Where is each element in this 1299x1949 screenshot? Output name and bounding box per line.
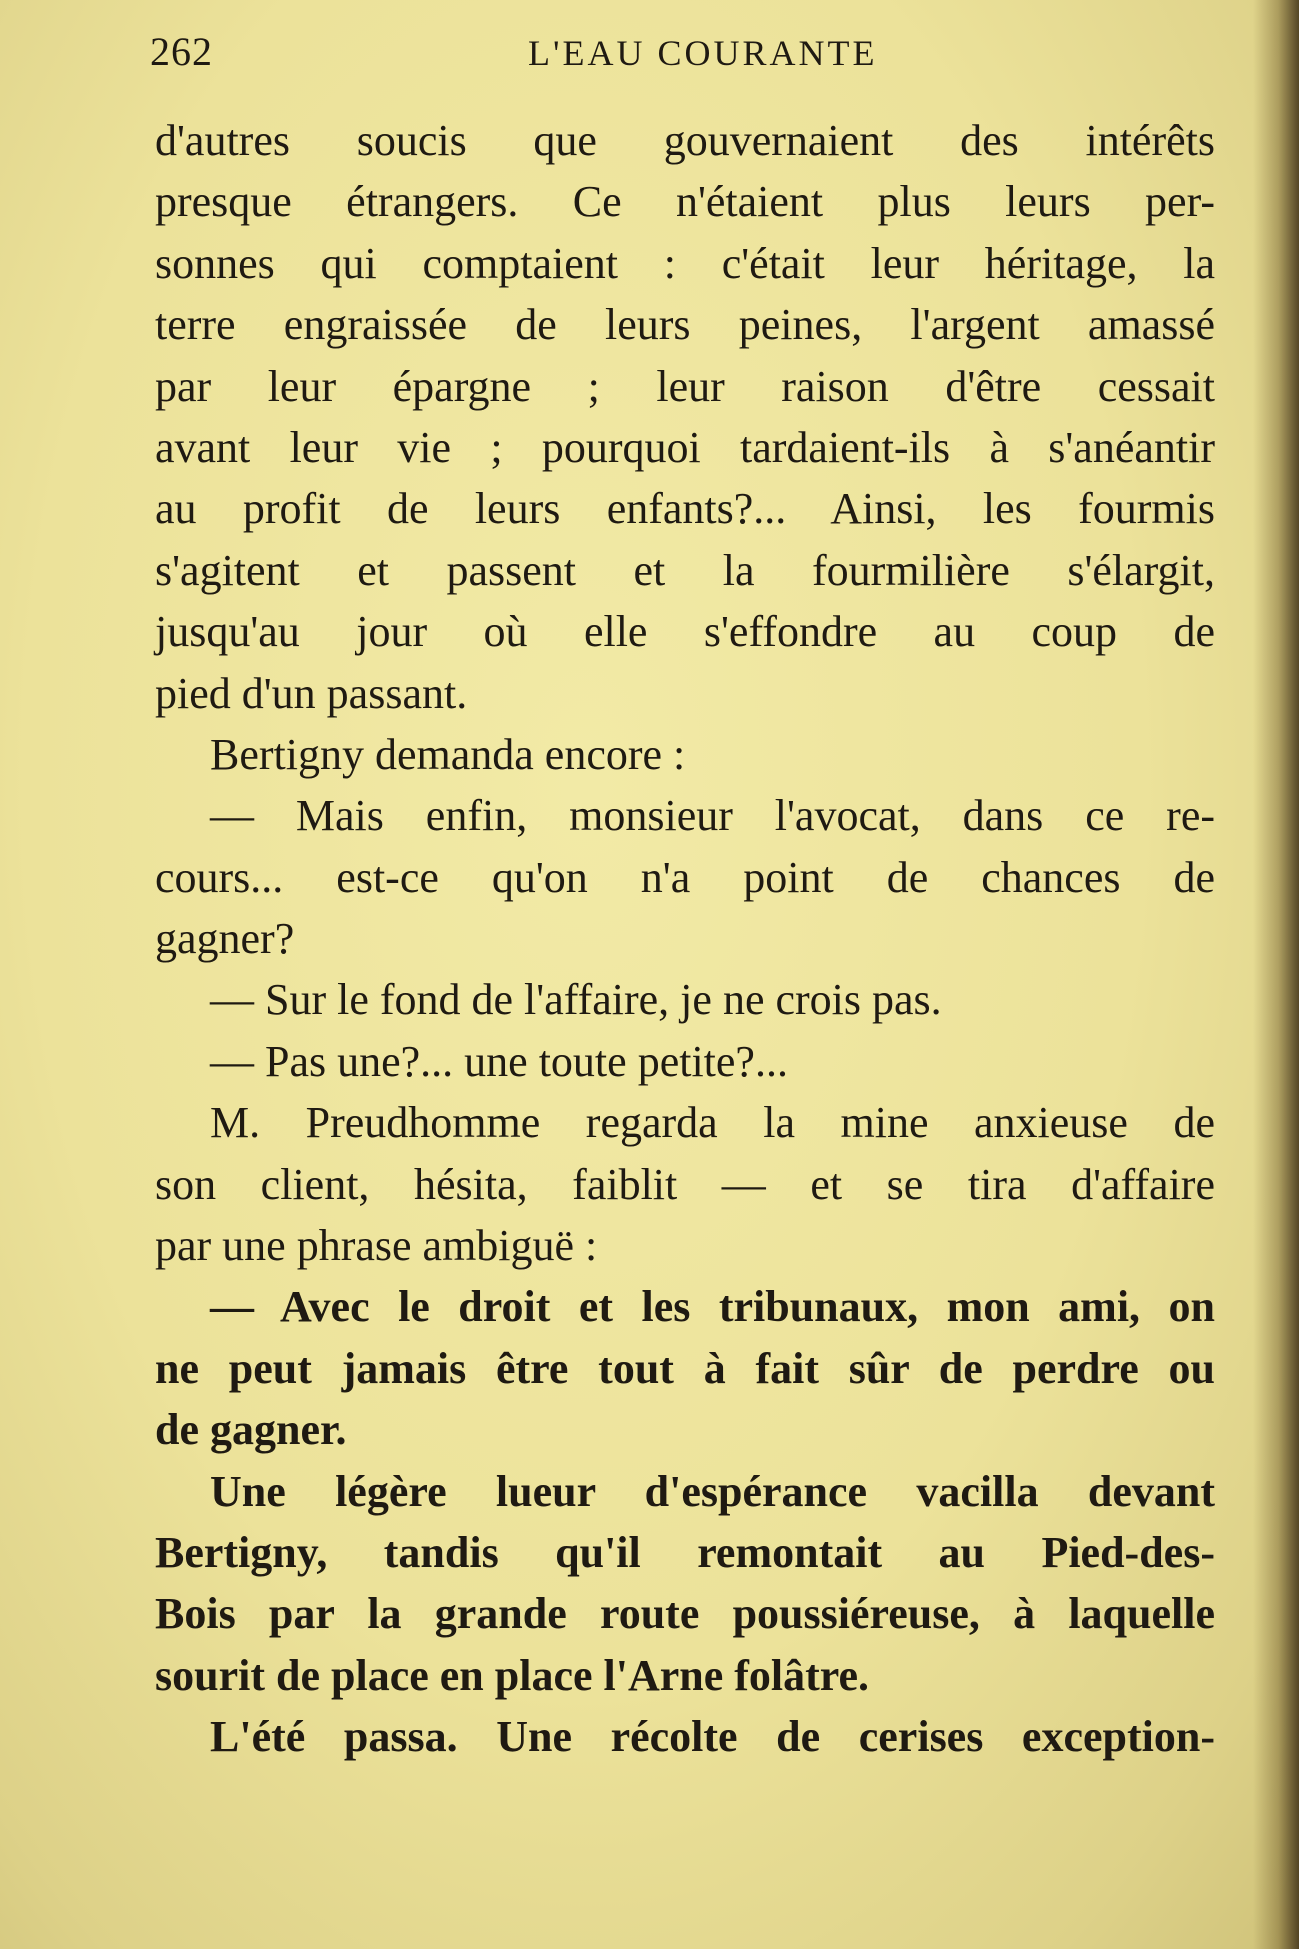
body-text [155, 110, 1215, 1768]
text-line: ne peut jamais être tout à fait sûr de perdre ou [155, 1343, 1215, 1393]
text-line: presque étrangers. Ce n'étaient plus leurs per- [155, 177, 1215, 227]
text-line: pied d'un passant. [155, 668, 468, 718]
text-line: son client, hésita, faiblit — et se tira d'affaire [155, 1159, 1215, 1209]
text-line: de gagner. [155, 1405, 347, 1455]
text-line: jusqu'au jour où elle s'effondre au coup de [155, 607, 1215, 657]
text-line: gagner? [155, 914, 295, 964]
text-line: — Sur le fond de l'affaire, je ne crois pas. [210, 975, 942, 1025]
text-line: cours... est-ce qu'on n'a point de chances de [155, 852, 1215, 902]
text-line: Bertigny, tandis qu'il remontait au Pied-des- [155, 1527, 1215, 1577]
text-line: au profit de leurs enfants?... Ainsi, les fourmis [155, 484, 1215, 534]
text-line: — Avec le droit et les tribunaux, mon ami, on [210, 1282, 1215, 1332]
text-line: sonnes qui comptaient : c'était leur héritage, la [155, 238, 1215, 288]
text-line: par leur épargne ; leur raison d'être cessait [155, 361, 1215, 411]
running-title: L'EAU COURANTE [528, 33, 878, 73]
text-line: terre engraissée de leurs peines, l'argent amassé [155, 300, 1215, 350]
text-line: sourit de place en place l'Arne folâtre. [155, 1650, 870, 1700]
text-line: L'été passa. Une récolte de cerises exception- [210, 1712, 1215, 1762]
text-line: par une phrase ambiguë : [155, 1221, 598, 1271]
text-line: s'agitent et passent et la fourmilière s'élargit, [155, 545, 1215, 595]
page-edge-shadow [1253, 0, 1299, 1949]
text-line: — Pas une?... une toute petite?... [210, 1036, 788, 1086]
text-line: Bois par la grande route poussiéreuse, à laquelle [155, 1589, 1215, 1639]
text-line: Bertigny demanda encore : [210, 729, 686, 779]
text-line: avant leur vie ; pourquoi tardaient-ils à s'anéantir [155, 422, 1215, 472]
text-line: — Mais enfin, monsieur l'avocat, dans ce re- [210, 791, 1215, 841]
text-line: d'autres soucis que gouvernaient des intérêts [155, 116, 1215, 165]
page-header [150, 28, 1230, 88]
text-line: Une légère lueur d'espérance vacilla devant [210, 1466, 1215, 1516]
page-number: 262 [150, 29, 213, 74]
text-line: M. Preudhomme regarda la mine anxieuse de [210, 1098, 1215, 1148]
